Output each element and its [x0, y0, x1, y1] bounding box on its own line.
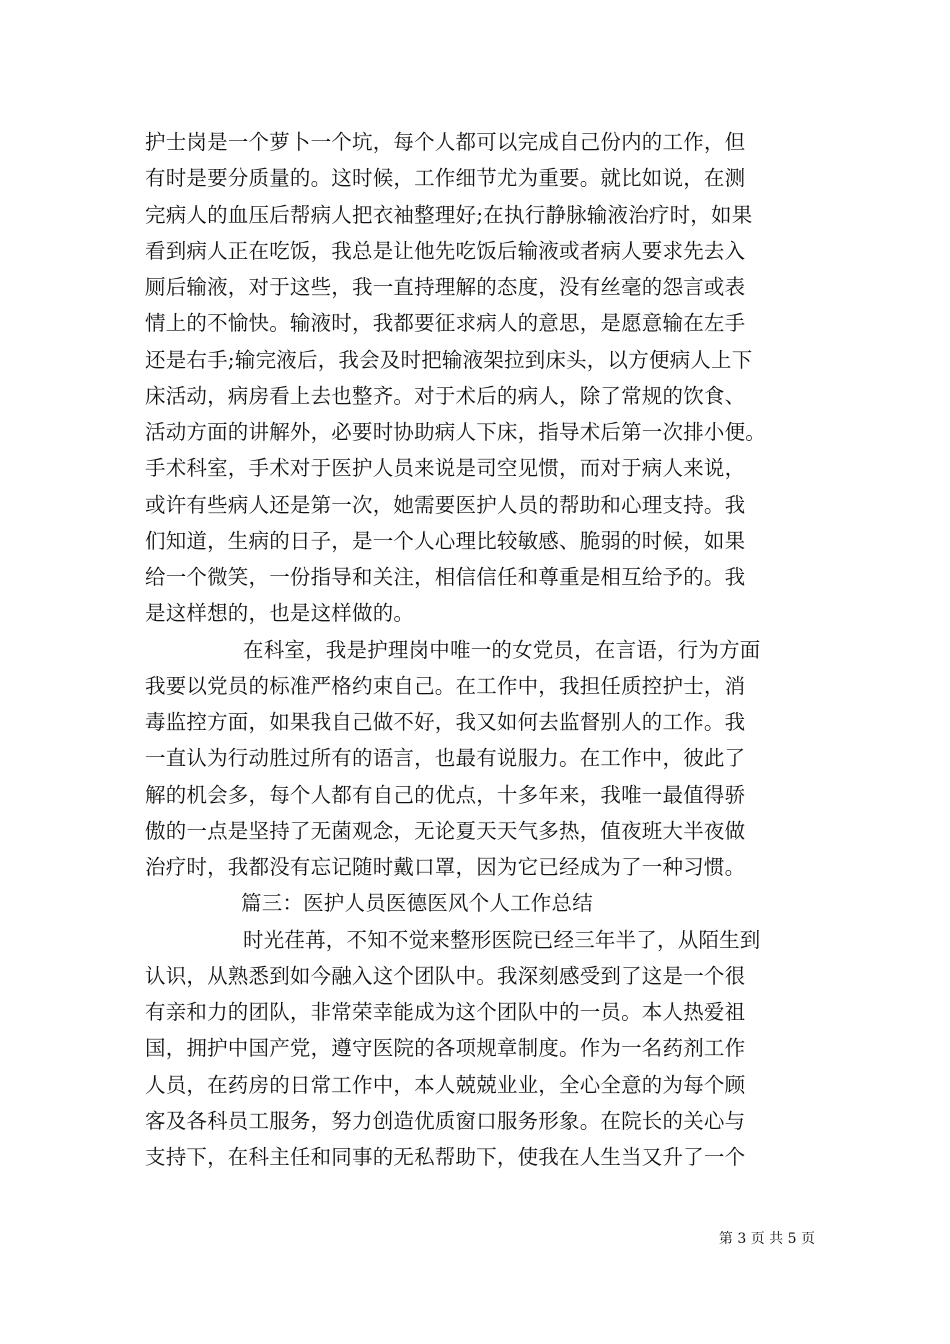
text-line: 有时是要分质量的。这时候，工作细节尤为重要。就比如说，在测 — [145, 166, 746, 191]
text-line: 厕后输液，对于这些，我一直持理解的态度，没有丝毫的怨言或表 — [145, 275, 746, 299]
text-line: 人员，在药房的日常工作中，本人兢兢业业，全心全意的为每个顾 — [145, 1072, 746, 1097]
text-line: 手术科室，手术对于医护人员来说是司空见惯，而对于病人来说， — [145, 456, 746, 481]
text-line: 给一个微笑，一份指导和关注，相信信任和尊重是相互给予的。我 — [145, 565, 746, 589]
body-text — [145, 124, 815, 1175]
text-line: 看到病人正在吃饭，我总是让他先吃饭后输液或者病人要求先去入 — [145, 238, 746, 263]
text-line: 床活动，病房看上去也整齐。对于术后的病人，除了常规的饮食、 — [145, 383, 746, 408]
section-heading: 篇三：医护人员医德医风个人工作总结 — [241, 891, 593, 916]
text-line: 支持下，在科主任和同事的无私帮助下，使我在人生当又升了一个 — [145, 1145, 746, 1169]
text-line: 国，拥护中国产党，遵守医院的各项规章制度。作为一名药剂工作 — [145, 1036, 746, 1061]
text-line: 们知道，生病的日子，是一个人心理比较敏感、脆弱的时候，如果 — [145, 528, 746, 553]
text-line: 有亲和力的团队，非常荣幸能成为这个团队中的一员。本人热爱祖 — [145, 1000, 746, 1024]
text-line: 一直认为行动胜过所有的语言，也最有说服力。在工作中，彼此了 — [145, 746, 746, 771]
page-number-footer: 第 3 页 共 5 页 — [718, 1231, 815, 1247]
text-line: 护士岗是一个萝卜一个坑，每个人都可以完成自己份内的工作，但 — [145, 130, 746, 154]
text-line: 或许有些病人还是第一次，她需要医护人员的帮助和心理支持。我 — [145, 492, 746, 517]
text-line: 是这样想的，也是这样做的。 — [145, 601, 415, 626]
paragraph-start-line: 时光荏苒，不知不觉来整形医院已经三年半了，从陌生到 — [243, 927, 761, 952]
text-line: 还是右手;输完液后，我会及时把输液架拉到床头，以方便病人上下 — [145, 347, 753, 372]
paragraph-start-line: 在科室，我是护理岗中唯一的女党员，在言语，行为方面 — [243, 637, 761, 662]
text-line: 我要以党员的标准严格约束自己。在工作中，我担任质控护士，消 — [145, 673, 746, 698]
text-line: 认识，从熟悉到如今融入这个团队中。我深刻感受到了这是一个很 — [145, 963, 746, 988]
text-line: 活动方面的讲解外，必要时协助病人下床，指导术后第一次排小便。 — [145, 420, 766, 444]
text-line: 治疗时，我都没有忘记随时戴口罩，因为它已经成为了一种习惯。 — [145, 855, 746, 879]
text-line: 傲的一点是坚持了无菌观念，无论夏天天气多热，值夜班大半夜做 — [145, 818, 746, 843]
text-line: 情上的不愉快。输液时，我都要征求病人的意思，是愿意输在左手 — [145, 311, 746, 336]
text-line: 完病人的血压后帮病人把衣袖整理好;在执行静脉输液治疗时，如果 — [145, 202, 753, 227]
text-line: 解的机会多，每个人都有自己的优点，十多年来，我唯一最值得骄 — [145, 782, 746, 807]
text-line: 客及各科员工服务，努力创造优质窗口服务形象。在院长的关心与 — [145, 1108, 746, 1133]
text-line: 毒监控方面，如果我自己做不好，我又如何去监督别人的工作。我 — [145, 710, 746, 734]
